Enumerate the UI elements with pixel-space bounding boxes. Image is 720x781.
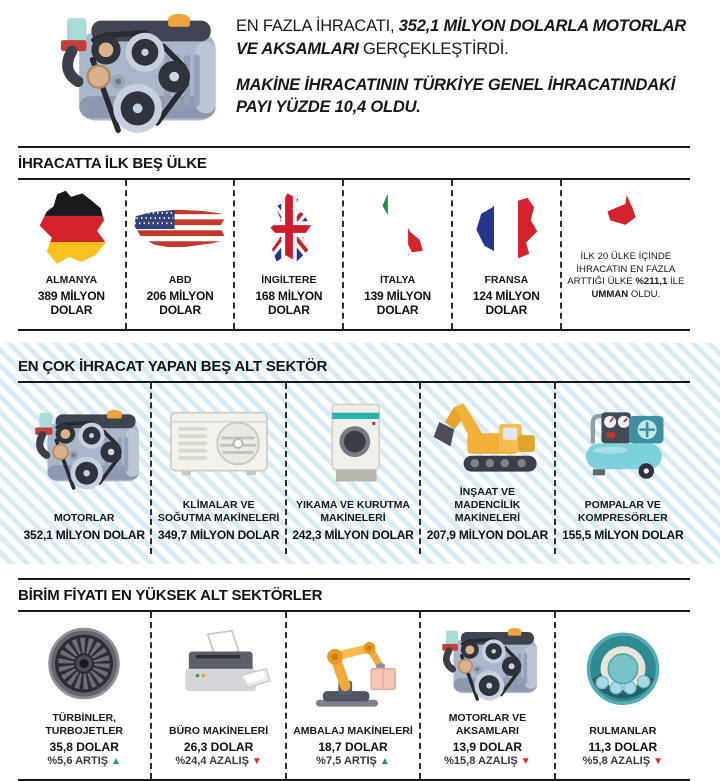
subsector-value: 155,5 MİLYON DOLAR	[562, 527, 684, 542]
unit-name: RULMANLAR	[589, 724, 657, 737]
bearing-icon	[561, 621, 685, 720]
unit-cell-packaging	[287, 612, 421, 779]
unit-change	[583, 755, 663, 767]
subsector-value: 242,3 MİLYON DOLAR	[292, 527, 414, 542]
divider	[18, 779, 690, 781]
air-conditioner-icon	[157, 392, 279, 494]
subsectors-row	[18, 383, 690, 553]
uk-map-icon	[240, 189, 337, 269]
down-arrow-icon: ▼	[520, 755, 531, 767]
country-value: 206 MİLYON DOLAR	[146, 289, 214, 318]
country-value: 389 MİLYON DOLAR	[37, 289, 105, 318]
unit-change-text: %24,4 AZALIŞ	[175, 754, 249, 767]
subsector-value: 349,7 MİLYON DOLAR	[157, 527, 280, 542]
oman-map-icon	[567, 189, 685, 231]
country-value: 124 MİLYON DOLAR	[472, 289, 540, 318]
subsector-cell-compressor	[556, 383, 690, 553]
subsector-cell-motors	[18, 383, 152, 553]
unit-cell-motors-parts	[421, 612, 555, 779]
countries-row	[18, 180, 690, 329]
unit-price: 26,3 DOLAR	[183, 739, 254, 754]
unit-name: MOTORLAR VE AKSAMLARI	[448, 711, 527, 737]
unit-change-text: %7,5 ARTIŞ	[316, 754, 377, 767]
unit-name: BÜRO MAKİNELERİ	[169, 724, 269, 737]
down-arrow-icon: ▼	[653, 755, 663, 767]
up-arrow-icon: ▲	[379, 755, 390, 767]
engine-icon	[38, 6, 230, 140]
unit-change	[47, 755, 121, 767]
engine-icon	[426, 621, 548, 707]
country-name: ALMANYA	[45, 274, 98, 286]
unit-price: 35,8 DOLAR	[49, 739, 119, 754]
country-value: 168 MİLYON DOLAR	[255, 289, 323, 318]
unit-prices-section-title: BİRİM FİYATI EN YÜKSEK ALT SEKTÖRLER	[18, 586, 323, 604]
subsector-cell-washer	[287, 383, 421, 553]
france-map-icon	[458, 189, 555, 269]
country-value: 139 MİLYON DOLAR	[364, 289, 432, 318]
excavator-icon	[426, 392, 548, 481]
headline-line1	[236, 15, 702, 61]
country-cell-germany	[18, 180, 127, 329]
headline-tail: GERÇEKLEŞTİRDİ.	[358, 39, 509, 58]
unit-cell-bearings	[556, 612, 690, 779]
germany-map-icon	[23, 189, 120, 269]
subsector-value: 207,9 MİLYON DOLAR	[426, 527, 549, 542]
down-arrow-icon: ▼	[251, 755, 262, 767]
unit-change	[175, 755, 261, 767]
engine-illustration	[38, 6, 230, 140]
unit-change-text: %5,6 ARTIŞ	[47, 754, 109, 767]
robot-arm-icon	[292, 621, 414, 720]
unit-price: 11,3 DOLAR	[588, 739, 658, 754]
italy-map-icon	[349, 189, 446, 269]
subsector-name: POMPALAR VE KOMPRESÖRLER	[577, 499, 668, 525]
note-pre: İLK 20 ÜLKE İÇİNDE İHRACATIN EN FAZLA ARTTIĞI ÜLKE	[567, 251, 676, 288]
country-cell-uk	[235, 180, 344, 329]
subsector-name: İNŞAAT VE MADENCİLİK MAKİNELERİ	[454, 486, 521, 525]
note-mid: İLE	[667, 276, 685, 288]
note-post: OLDU.	[628, 288, 661, 300]
subsector-value: 352,1 MİLYON DOLAR	[23, 527, 145, 542]
turbine-icon	[23, 621, 145, 707]
country-cell-usa	[127, 180, 236, 329]
unit-prices-section	[0, 578, 720, 781]
unit-prices-row	[18, 612, 690, 779]
subsector-name: KLİMALAR VE SOĞUTMA MAKİNELERİ	[157, 499, 280, 525]
note-country: UMMAN	[591, 288, 629, 300]
subsector-name: MOTORLAR	[53, 512, 115, 525]
unit-change-text: %5,8 AZALIŞ	[582, 754, 651, 767]
unit-change-text: %15,8 AZALIŞ	[444, 754, 518, 767]
compressor-icon	[561, 392, 685, 494]
country-cell-oman-note	[562, 180, 690, 329]
printer-icon	[157, 621, 279, 720]
unit-cell-office-machines	[152, 612, 286, 779]
washing-machine-icon	[292, 392, 414, 494]
country-name: İNGİLTERE	[261, 274, 317, 286]
country-name: FRANSA	[484, 274, 529, 286]
unit-price: 18,7 DOLAR	[318, 739, 388, 754]
unit-name: AMBALAJ MAKİNELERİ	[293, 724, 413, 737]
unit-name: TÜRBİNLER, TURBOJETLER	[45, 711, 123, 737]
country-name: ABD	[168, 274, 192, 286]
subsector-name: YIKAMA VE KURUTMA MAKİNELERİ	[296, 499, 410, 525]
country-name: İTALYA	[379, 274, 416, 286]
headline-bold: 352,1 MİLYON DOLARLA MOTORLAR VE AKSAMLARI	[236, 17, 687, 58]
country-cell-italy	[344, 180, 453, 329]
subsector-cell-excavator	[421, 383, 555, 553]
subsector-cell-ac	[152, 383, 286, 553]
countries-section-title: İHRACATTA İLK BEŞ ÜLKE	[18, 155, 207, 172]
unit-price: 13,9 DOLAR	[452, 739, 523, 754]
divider	[18, 329, 690, 331]
unit-cell-turbines	[18, 612, 152, 779]
unit-change	[316, 755, 390, 767]
note-percent: %211,1	[635, 276, 668, 288]
usa-map-icon	[132, 189, 229, 269]
unit-change	[444, 755, 530, 767]
header-section	[0, 0, 720, 146]
headline-normal: EN FAZLA İHRACATI,	[236, 17, 399, 35]
headline-line2: MAKİNE İHRACATININ TÜRKİYE GENEL İHRACATINDAKİ PAYI YÜZDE 10,4 OLDU.	[236, 75, 676, 117]
up-arrow-icon: ▲	[111, 755, 122, 767]
headline-text	[236, 6, 702, 119]
subsectors-section	[0, 343, 720, 563]
engine-icon	[23, 392, 145, 507]
subsectors-section-title: EN ÇOK İHRACAT YAPAN BEŞ ALT SEKTÖR	[18, 358, 328, 376]
country-cell-france	[453, 180, 562, 329]
oman-note	[567, 235, 685, 317]
